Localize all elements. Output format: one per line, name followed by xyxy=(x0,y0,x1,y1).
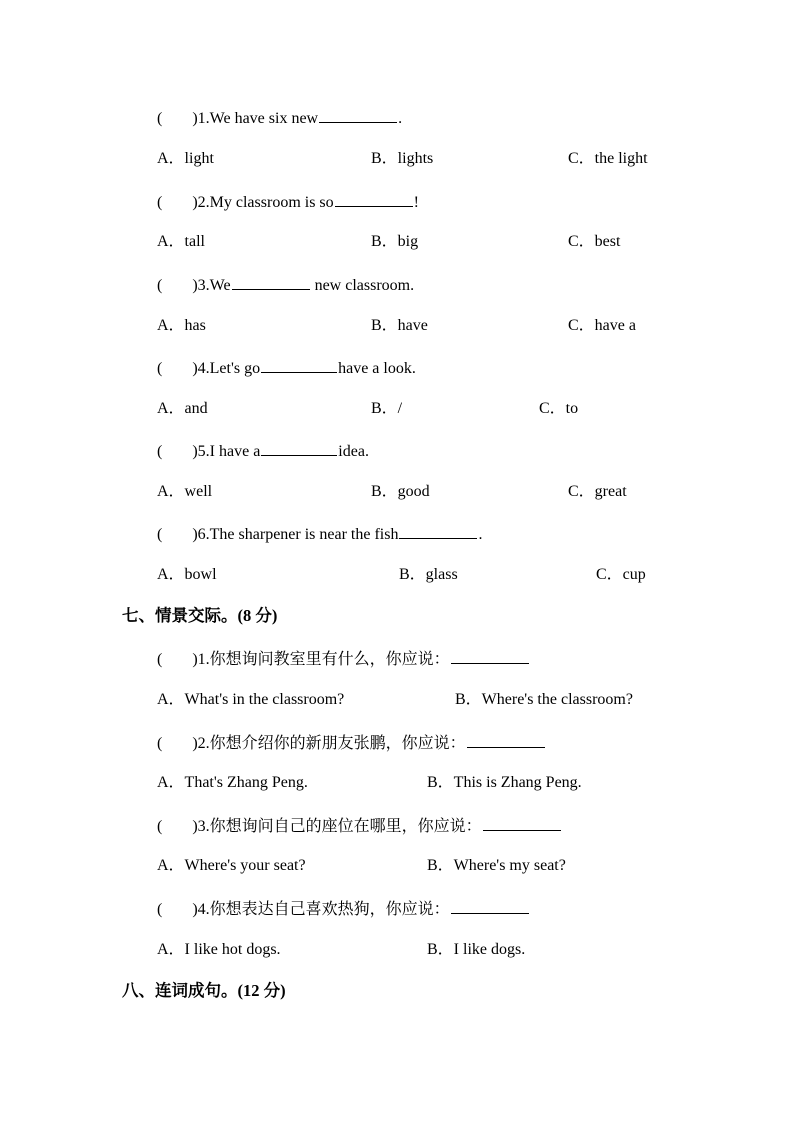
answer-bracket: ( xyxy=(157,360,163,377)
option-a: A．has xyxy=(157,317,206,334)
s6-q1-options xyxy=(0,147,794,171)
answer-blank[interactable] xyxy=(232,272,310,290)
answer-bracket: ( xyxy=(157,277,163,294)
s7-q1-options xyxy=(0,688,794,712)
question-text-end: . xyxy=(478,526,483,543)
option-a: A．light xyxy=(157,150,214,167)
question-number: )3. xyxy=(192,277,210,294)
option-a: A．well xyxy=(157,483,213,500)
answer-bracket: ( xyxy=(157,110,163,127)
answer-bracket: ( xyxy=(157,443,163,460)
question-text-end: idea. xyxy=(338,443,369,460)
question-text: I have a xyxy=(209,443,261,460)
answer-bracket: ( xyxy=(157,818,163,835)
s6-q6-stem xyxy=(157,521,482,545)
question-text: We xyxy=(209,277,231,294)
s6-q2-options xyxy=(0,230,794,254)
option-a: A．tall xyxy=(157,233,205,250)
option-b: B．/ xyxy=(371,400,403,417)
question-number: )4. xyxy=(192,901,210,918)
question-text: The sharpener is near the fish xyxy=(209,526,399,543)
s7-q4-options xyxy=(0,938,794,962)
option-a: A．Where's your seat? xyxy=(157,857,306,874)
option-b: B．good xyxy=(371,483,430,500)
question-text-end: ! xyxy=(413,194,419,211)
question-number: )1. xyxy=(192,110,210,127)
answer-blank[interactable] xyxy=(451,646,529,664)
section8-title: 八、连词成句。(12 分) xyxy=(122,981,286,1000)
answer-blank[interactable] xyxy=(261,438,337,456)
answer-bracket: ( xyxy=(157,901,163,918)
s6-q3-options xyxy=(0,314,794,338)
option-a: A．bowl xyxy=(157,566,217,583)
option-a: A．What's in the classroom? xyxy=(157,691,345,708)
answer-bracket: ( xyxy=(157,194,163,211)
s7-q4-stem xyxy=(157,896,530,920)
option-b: B．big xyxy=(371,233,419,250)
question-prompt: 你想询问教室里有什么，你应说： xyxy=(209,651,450,668)
s6-q5-options xyxy=(0,480,794,504)
option-a: A．I like hot dogs. xyxy=(157,941,281,958)
question-number: )2. xyxy=(192,735,210,752)
answer-blank[interactable] xyxy=(335,189,413,207)
option-b: B．This is Zhang Peng. xyxy=(427,774,582,791)
option-b: B．I like dogs. xyxy=(427,941,526,958)
answer-blank[interactable] xyxy=(261,355,337,373)
option-c: C．to xyxy=(539,400,579,417)
answer-blank[interactable] xyxy=(451,896,529,914)
answer-blank[interactable] xyxy=(319,105,397,123)
s6-q2-stem xyxy=(157,189,419,213)
option-b: B．glass xyxy=(399,566,458,583)
s6-q1-stem xyxy=(157,105,402,129)
answer-bracket: ( xyxy=(157,735,163,752)
option-a: A．That's Zhang Peng. xyxy=(157,774,308,791)
s6-q3-stem xyxy=(157,272,414,296)
question-number: )1. xyxy=(192,651,210,668)
question-prompt: 你想询问自己的座位在哪里，你应说： xyxy=(209,818,482,835)
s7-q3-options xyxy=(0,854,794,878)
answer-blank[interactable] xyxy=(467,730,545,748)
s6-q4-options xyxy=(0,397,794,421)
s6-q6-options xyxy=(0,563,794,587)
option-b: B．lights xyxy=(371,150,434,167)
option-c: C．the light xyxy=(568,150,648,167)
option-c: C．cup xyxy=(596,566,646,583)
option-b: B．Where's the classroom? xyxy=(455,691,633,708)
s6-q4-stem xyxy=(157,355,416,379)
s7-q2-stem xyxy=(157,730,546,754)
question-text: We have six new xyxy=(209,110,319,127)
question-text-end: new classroom. xyxy=(310,277,415,294)
question-text: Let's go xyxy=(209,360,261,377)
option-c: C．great xyxy=(568,483,627,500)
answer-bracket: ( xyxy=(157,526,163,543)
answer-blank[interactable] xyxy=(399,521,477,539)
question-text: My classroom is so xyxy=(209,194,334,211)
question-prompt: 你想表达自己喜欢热狗，你应说： xyxy=(209,901,450,918)
s7-q3-stem xyxy=(157,813,562,837)
answer-blank[interactable] xyxy=(483,813,561,831)
option-b: B．Where's my seat? xyxy=(427,857,566,874)
option-c: C．best xyxy=(568,233,621,250)
section7-title: 七、情景交际。(8 分) xyxy=(122,606,278,625)
s7-q2-options xyxy=(0,771,794,795)
s6-q5-stem xyxy=(157,438,369,462)
question-number: )6. xyxy=(192,526,210,543)
option-c: C．have a xyxy=(568,317,636,334)
question-text-end: have a look. xyxy=(338,360,416,377)
option-b: B．have xyxy=(371,317,428,334)
question-number: )3. xyxy=(192,818,210,835)
option-a: A．and xyxy=(157,400,208,417)
question-number: )2. xyxy=(192,194,210,211)
answer-bracket: ( xyxy=(157,651,163,668)
s7-q1-stem xyxy=(157,646,530,670)
question-text-end: . xyxy=(398,110,403,127)
question-number: )5. xyxy=(192,443,210,460)
question-number: )4. xyxy=(192,360,210,377)
question-prompt: 你想介绍你的新朋友张鹏，你应说： xyxy=(209,735,466,752)
